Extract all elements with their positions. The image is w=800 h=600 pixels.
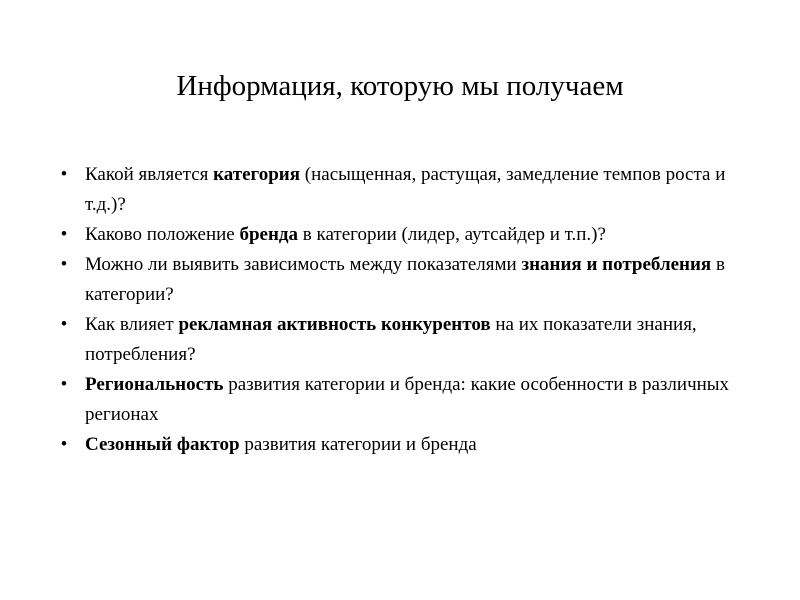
bullet-icon: • <box>60 254 68 275</box>
bullet-icon: • <box>60 314 68 335</box>
bullet-text-segment: развития категории и бренда <box>239 434 477 455</box>
bullet-bold-text: Региональность <box>85 374 224 395</box>
bullet-text-segment: на их показатели знания, потребления? <box>85 314 697 365</box>
bullet-text-segment: Можно ли выявить зависимость между показателями <box>85 254 522 275</box>
bullet-item <box>58 160 758 220</box>
bullet-bold-text: Сезонный фактор <box>85 434 240 455</box>
bullet-item <box>58 220 758 250</box>
bullet-bold-text: категория <box>213 164 301 185</box>
bullet-text-segment: в категории (лидер, аутсайдер и т.п.)? <box>298 224 606 245</box>
bullet-text-segment: (насыщенная, растущая, замедление темпов роста и т.д.)? <box>85 164 726 215</box>
bullet-text-segment: Как влияет <box>85 314 179 335</box>
bullet-icon: • <box>60 374 68 395</box>
bullet-icon: • <box>60 434 68 455</box>
bullet-item <box>58 310 758 370</box>
bullet-icon: • <box>60 224 68 245</box>
bullet-bold-text: рекламная активность конкурентов <box>178 314 491 335</box>
slide-title: Информация, которую мы получаем <box>176 70 624 102</box>
bullet-text-segment: Какой является <box>85 164 214 185</box>
bullet-item <box>58 370 758 430</box>
bullet-text-segment: Каково положение <box>85 224 240 245</box>
bullet-list <box>58 160 758 460</box>
bullet-bold-text: знания и потребления <box>521 254 712 275</box>
bullet-icon: • <box>60 164 68 185</box>
bullet-item <box>58 430 758 460</box>
bullet-item <box>58 250 758 310</box>
bullet-bold-text: бренда <box>239 224 299 245</box>
bullet-text-segment: в категории? <box>85 254 725 305</box>
bullet-text-segment: развития категории и бренда: какие особенности в различных регионах <box>85 374 730 425</box>
